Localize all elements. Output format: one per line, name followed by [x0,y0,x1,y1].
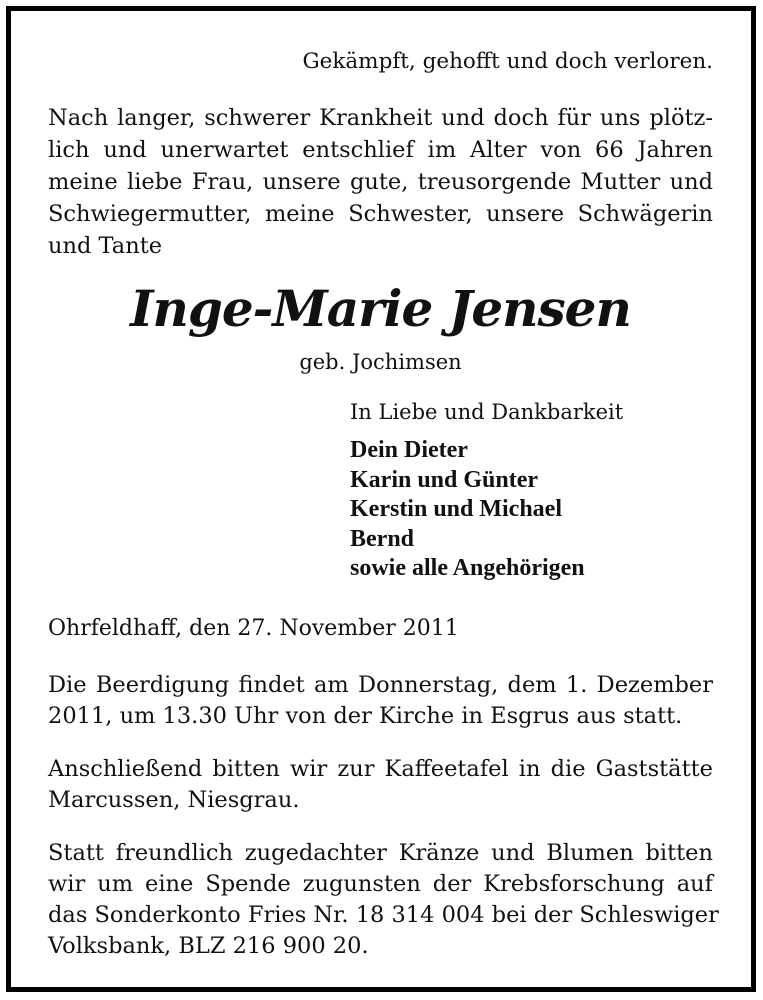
mourner-name: Dein Dieter [350,437,468,463]
motto: Gekämpft, gehofft und doch verloren. [302,49,713,74]
funeral-line: 2011, um 13.30 Uhr von der Kirche in Esgrus aus statt. [48,703,683,729]
donation-line: Statt freundlich zugedachter Kränze und Blumen bitten [48,840,713,866]
donation-paragraph [48,838,719,962]
intro-line: Schwiegermutter, meine Schwester, unsere Schwägerin [48,201,713,227]
funeral-line: Die Beerdigung findet am Donnerstag, dem 1. Dezember [48,672,713,698]
intro-paragraph [48,102,713,262]
mourner-name: Karin und Günter [350,466,539,493]
reception-line: Marcussen, Niesgrau. [48,787,300,813]
intro-line: lich und unerwartet entschlief im Alter von 66 Jahren [48,137,713,163]
intro-line: meine liebe Frau, unsere gute, treusorgende Mutter und [48,169,713,195]
maiden-name: geb. Jochimsen [299,350,462,374]
mourners-block [350,398,623,584]
reception-paragraph [48,754,713,816]
intro-line: und Tante [48,233,163,259]
place-date: Ohrfeldhaff, den 27. November 2011 [48,616,459,641]
intro-line: Nach langer, schwerer Krankheit und doch für uns plötz- [48,105,713,131]
mourner-name: Kerstin und Michael [350,496,563,522]
donation-line: Volksbank, BLZ 216 900 20. [48,933,369,959]
reception-line: Anschließend bitten wir zur Kaffeetafel in die Gaststätte [48,756,713,782]
deceased-name: Inge-Marie Jensen [130,279,631,338]
mourner-name: Bernd [350,525,415,552]
donation-line: wir um eine Spende zugunsten der Krebsforschung auf [48,871,713,897]
closing-phrase: In Liebe und Dankbarkeit [350,400,624,424]
donation-line: das Sonderkonto Fries Nr. 18 314 004 bei der Schleswiger [48,902,719,928]
mourner-name: sowie alle Angehörigen [350,555,585,581]
funeral-paragraph [48,670,713,732]
